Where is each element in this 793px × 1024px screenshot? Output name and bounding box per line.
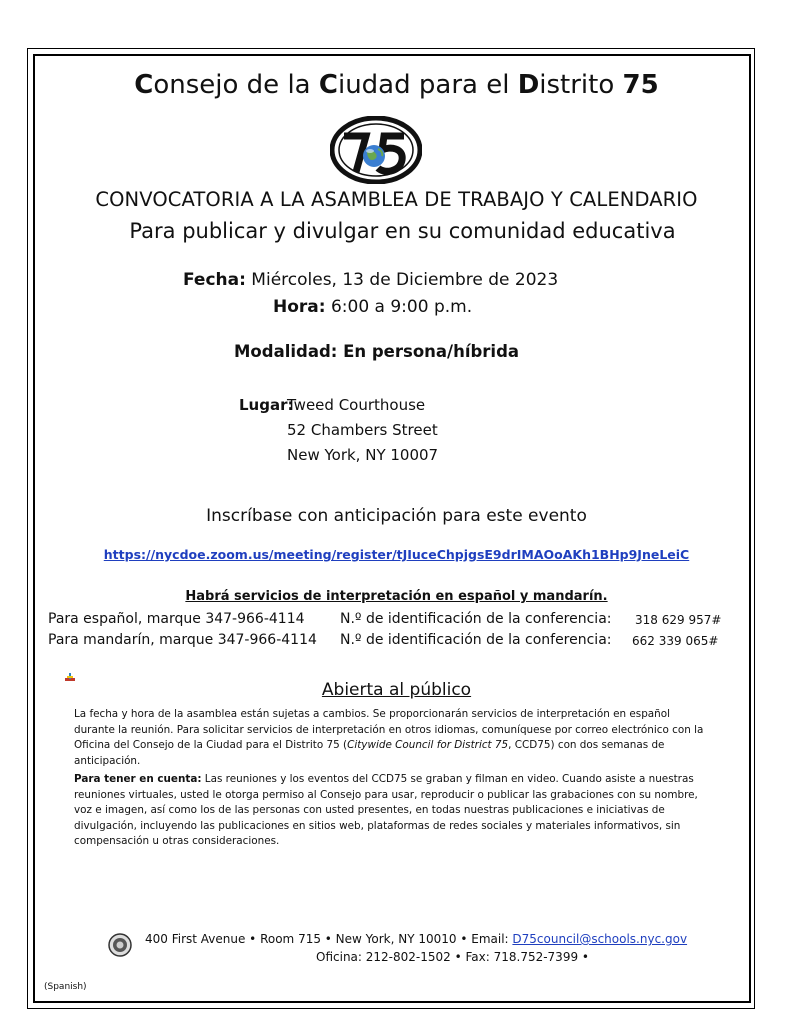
conference-label: N.º de identificación de la conferencia:: [340, 611, 612, 627]
location-label: Lugar:: [239, 396, 294, 414]
time-line: Hora: 6:00 a 9:00 p.m.: [273, 297, 473, 317]
modality-line: Modalidad: En persona/híbrida: [234, 342, 520, 361]
location-line-1: Tweed Courthouse: [287, 396, 426, 414]
schedule-notice-paragraph: La fecha y hora de la asamblea están sujetas a cambios. Se proporcionarán servicios de interpretación en español durante la reunión. Para solicitar servicios de interpretación en otros idiomas, comuníquese por correo electrónico con la Oficina del Consejo de la Ciudad para el Distrito 75 (Citywide Council for District 75, CCD75) con dos semanas de anticipación.: [74, 708, 704, 767]
recording-notice-paragraph: Para tener en cuenta: Las reuniones y los eventos del CCD75 se graban y filman en video. Cuando asiste a nuestras reuniones virtuales, usted le otorga permiso al Consejo para usar, reproducir o publicar las grabaciones con su nombre, voz e imagen, así como los de las personas con usted presentes, en todas nuestras publicaciones e iniciativas de divulgación, incluyendo las publicaciones en sitios web, plataformas de redes sociales y materiales informativos, sin compensación u otras consideraciones.: [74, 773, 698, 847]
conference-label: N.º de identificación de la conferencia:: [340, 632, 612, 648]
phone-row-spanish: [48, 611, 722, 627]
conference-id: 662 339 065#: [632, 634, 719, 648]
meeting-heading: CONVOCATORIA A LA ASAMBLEA DE TRABAJO Y CALENDARIO: [95, 188, 698, 211]
location-block: [239, 393, 439, 464]
register-link[interactable]: https://nycdoe.zoom.us/meeting/register/tJIuceChpjgsE9drIMAOoAKh1BHp9JneLeiC: [103, 547, 690, 562]
location-line-3: New York, NY 10007: [287, 446, 439, 464]
meeting-subheading: Para publicar y divulgar en su comunidad educativa: [129, 219, 676, 243]
open-to-public-heading: Abierta al público: [321, 680, 472, 700]
location-line-2: 52 Chambers Street: [287, 421, 438, 439]
date-line: Fecha: Miércoles, 13 de Diciembre de 2023: [183, 270, 559, 290]
footer-address: 400 First Avenue • Room 715 • New York, NY 10010 • Email: D75council@schools.nyc.gov: [145, 932, 688, 946]
phone-label: Para mandarín, marque 347-966-4114: [48, 632, 317, 648]
footer-phone: Oficina: 212-802-1502 • Fax: 718.752-7399 •: [316, 950, 589, 964]
council-title: Consejo de la Ciudad para el Distrito 75: [134, 70, 659, 100]
bullet-icon: [64, 670, 76, 680]
phone-label: Para español, marque 347-966-4114: [48, 611, 305, 627]
language-tag: (Spanish): [44, 982, 87, 992]
interpretation-notice: Habrá servicios de interpretación en español y mandarín.: [185, 589, 608, 604]
phone-row-mandarin: [48, 632, 719, 648]
conference-id: 318 629 957#: [635, 613, 722, 627]
footer-email-link[interactable]: D75council@schools.nyc.gov: [512, 932, 688, 946]
register-prompt: Inscríbase con anticipación para este evento: [206, 506, 587, 526]
district-75-logo-icon: [330, 116, 422, 184]
